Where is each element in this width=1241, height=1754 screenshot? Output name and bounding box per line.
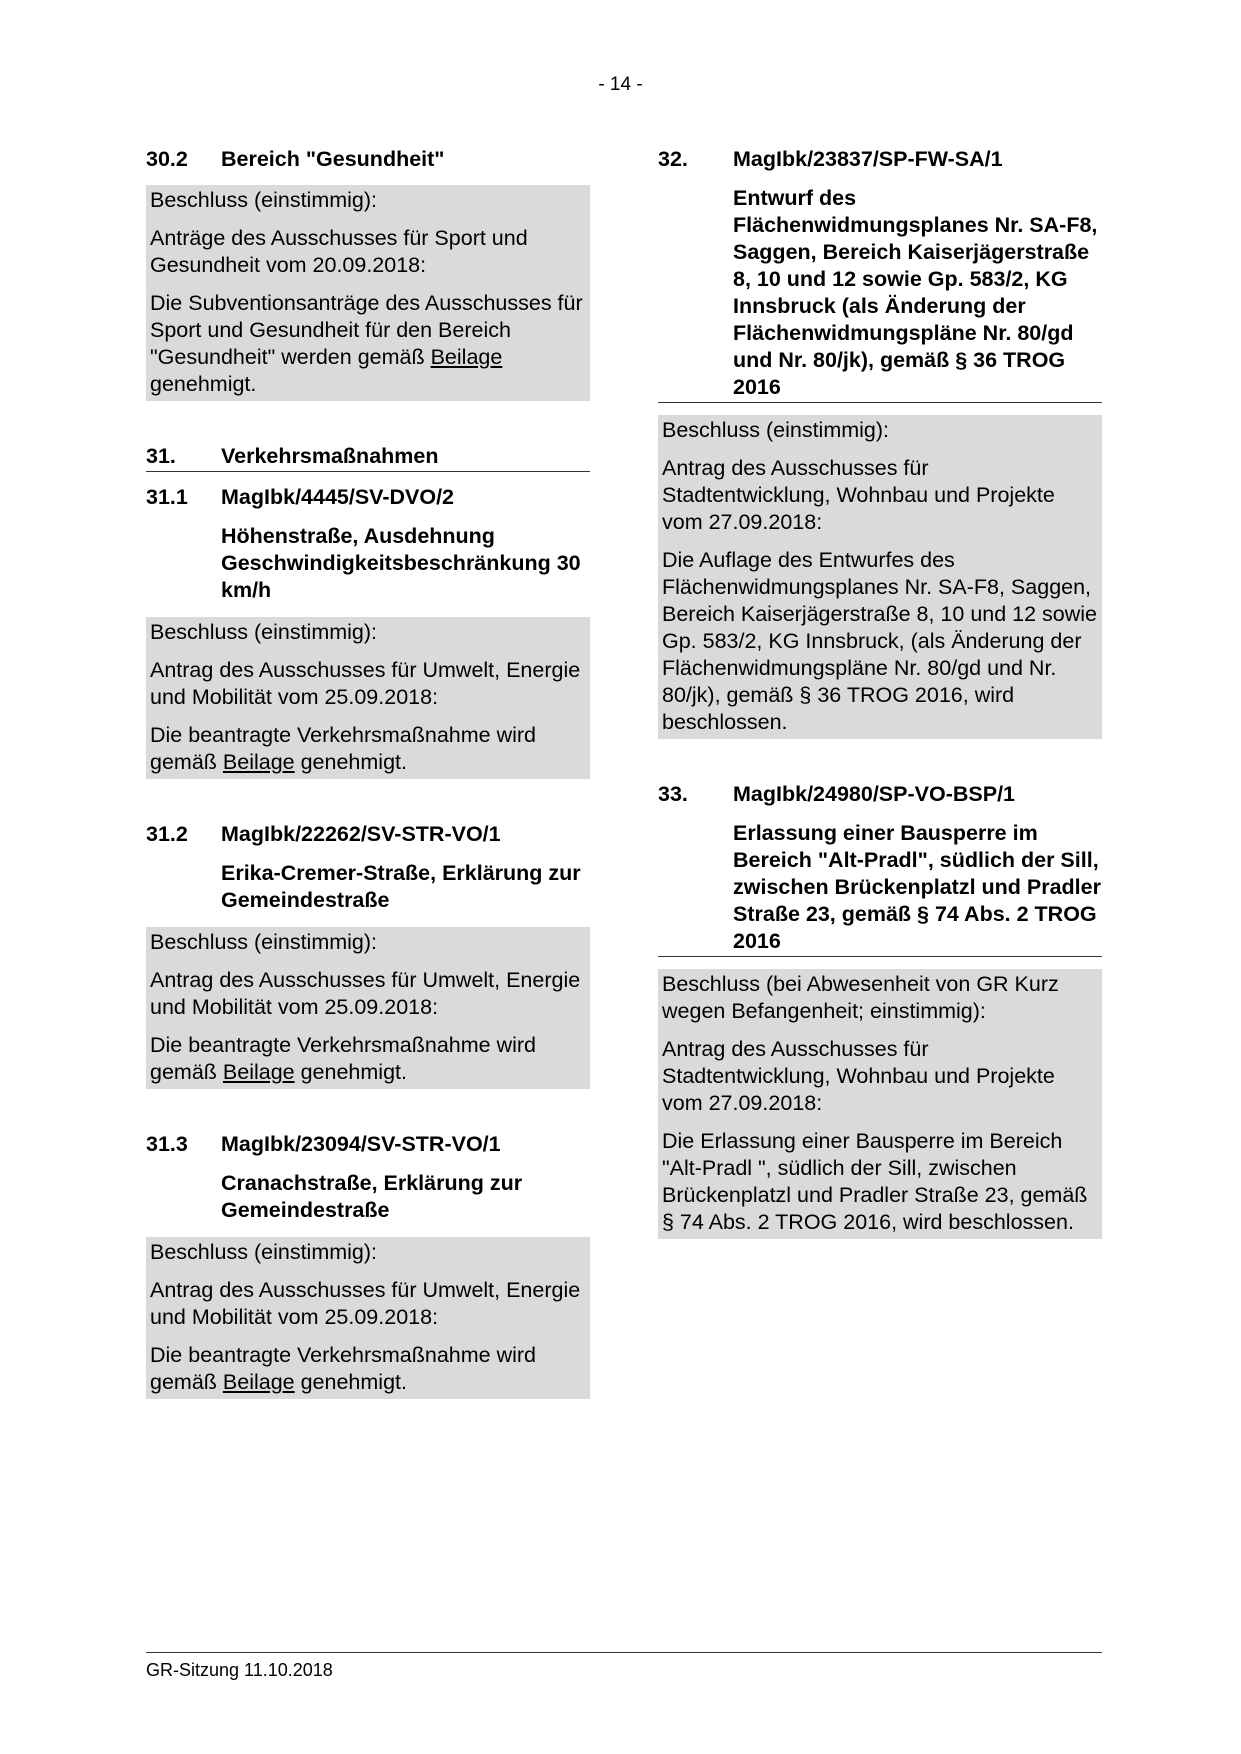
- page-number: - 14 -: [598, 74, 643, 95]
- item-subject: Erika-Cremer-Straße, Erklärung zur Gemeindestraße: [221, 861, 581, 912]
- decision-text-b: genehmigt.: [294, 750, 407, 774]
- item-heading: [146, 146, 590, 173]
- motion-text: Antrag des Ausschusses für Umwelt, Energie und Mobilität vom 25.09.2018:: [150, 658, 581, 709]
- resolution-box: [146, 927, 590, 1089]
- beilage-link[interactable]: Beilage: [222, 750, 295, 774]
- beilage-link[interactable]: Beilage: [222, 1370, 295, 1394]
- resolution-label: Beschluss (einstimmig):: [150, 930, 377, 954]
- decision-text-a: Die beantragte Verkehrsmaßnahme wird gemäß: [150, 1343, 536, 1394]
- motion-text: Antrag des Ausschusses für Stadtentwicklung, Wohnbau und Projekte vom 27.09.2018:: [662, 456, 1055, 534]
- item-subject: Erlassung einer Bausperre im Bereich "Alt-Pradl", südlich der Sill, zwischen Brückenplatzl und Pradler Straße 23, gemäß § 74 Abs. 2 TROG 2016: [658, 820, 1102, 957]
- item-number: 31.2: [146, 822, 188, 846]
- item-title: MagIbk/23094/SV-STR-VO/1: [221, 1132, 501, 1156]
- section-title: Verkehrsmaßnahmen: [221, 444, 439, 468]
- decision-text: [150, 722, 586, 776]
- item-title: MagIbk/23837/SP-FW-SA/1: [733, 147, 1003, 171]
- item-30-2: [146, 146, 590, 401]
- item-33: [658, 781, 1102, 1239]
- item-number: 31.3: [146, 1132, 188, 1156]
- item-subject: Entwurf des Flächenwidmungsplanes Nr. SA-F8, Saggen, Bereich Kaiserjägerstraße 8, 10 und 12 sowie Gp. 583/2, KG Innsbruck (als Änderung der Flächenwidmungspläne Nr. 80/gd und Nr. 80/jk), gemäß § 36 TROG 2016: [658, 185, 1102, 403]
- item-subject: Höhenstraße, Ausdehnung Geschwindigkeitsbeschränkung 30 km/h: [221, 524, 581, 602]
- beilage-link[interactable]: Beilage: [430, 345, 503, 369]
- item-heading: [146, 821, 590, 848]
- item-31: [146, 443, 590, 472]
- item-number: 31.1: [146, 485, 188, 509]
- decision-text: Die Auflage des Entwurfes des Flächenwidmungsplanes Nr. SA-F8, Saggen, Bereich Kaiserjägerstraße 8, 10 und 12 sowie Gp. 583/2, KG Innsbruck, (als Änderung der Flächenwidmungspläne Nr. 80/gd und Nr. 80/jk), gemäß § 36 TROG 2016, wird beschlossen.: [662, 548, 1098, 734]
- item-title: Bereich "Gesundheit": [221, 147, 445, 171]
- decision-text: [150, 1032, 586, 1086]
- item-heading: [658, 146, 1102, 173]
- decision-text-b: genehmigt.: [150, 372, 257, 396]
- resolution-box: [658, 969, 1102, 1239]
- resolution-label: Beschluss (einstimmig):: [662, 418, 889, 442]
- resolution-box: [658, 415, 1102, 739]
- left-column: [146, 146, 590, 1441]
- motion-text: Anträge des Ausschusses für Sport und Gesundheit vom 20.09.2018:: [150, 226, 528, 277]
- decision-text: Die Erlassung einer Bausperre im Bereich "Alt-Pradl ", südlich der Sill, zwischen Brückenplatzl und Pradler Straße 23, gemäß § 74 Abs. 2 TROG 2016, wird beschlossen.: [662, 1129, 1088, 1234]
- item-title: MagIbk/24980/SP-VO-BSP/1: [733, 782, 1015, 806]
- decision-text-a: Die Subventionsanträge des Ausschusses für Sport und Gesundheit für den Bereich "Gesundheit" werden gemäß: [150, 291, 583, 369]
- item-title: MagIbk/4445/SV-DVO/2: [221, 485, 455, 509]
- item-subject: Cranachstraße, Erklärung zur Gemeindestraße: [221, 1171, 523, 1222]
- resolution-box: [146, 185, 590, 401]
- item-31-3: [146, 1131, 590, 1399]
- item-number: 33.: [658, 782, 688, 806]
- item-number: 30.2: [146, 147, 188, 171]
- resolution-label: Beschluss (einstimmig):: [150, 188, 377, 212]
- item-number: 32.: [658, 147, 688, 171]
- resolution-box: [146, 617, 590, 779]
- decision-text-a: Die beantragte Verkehrsmaßnahme wird gemäß: [150, 1033, 536, 1084]
- motion-text: Antrag des Ausschusses für Umwelt, Energie und Mobilität vom 25.09.2018:: [150, 1278, 581, 1329]
- item-heading: [658, 781, 1102, 808]
- decision-text-a: Die beantragte Verkehrsmaßnahme wird gemäß: [150, 723, 536, 774]
- section-number: 31.: [146, 444, 176, 468]
- item-heading: [146, 1131, 590, 1158]
- decision-text-b: genehmigt.: [294, 1370, 407, 1394]
- item-31-1: [146, 484, 590, 779]
- resolution-label: Beschluss (bei Abwesenheit von GR Kurz wegen Befangenheit; einstimmig):: [662, 972, 1059, 1023]
- right-column: [658, 146, 1102, 1281]
- motion-text: Antrag des Ausschusses für Umwelt, Energie und Mobilität vom 25.09.2018:: [150, 968, 581, 1019]
- section-heading: [146, 443, 590, 472]
- item-31-2: [146, 821, 590, 1089]
- resolution-label: Beschluss (einstimmig):: [150, 620, 377, 644]
- resolution-box: [146, 1237, 590, 1399]
- decision-text: [150, 290, 586, 398]
- decision-text-b: genehmigt.: [294, 1060, 407, 1084]
- resolution-label: Beschluss (einstimmig):: [150, 1240, 377, 1264]
- beilage-link[interactable]: Beilage: [222, 1060, 295, 1084]
- page-footer: GR-Sitzung 11.10.2018: [146, 1652, 1102, 1681]
- decision-text: [150, 1342, 586, 1396]
- item-heading: [146, 484, 590, 511]
- motion-text: Antrag des Ausschusses für Stadtentwicklung, Wohnbau und Projekte vom 27.09.2018:: [662, 1037, 1055, 1115]
- item-32: [658, 146, 1102, 739]
- item-title: MagIbk/22262/SV-STR-VO/1: [221, 822, 501, 846]
